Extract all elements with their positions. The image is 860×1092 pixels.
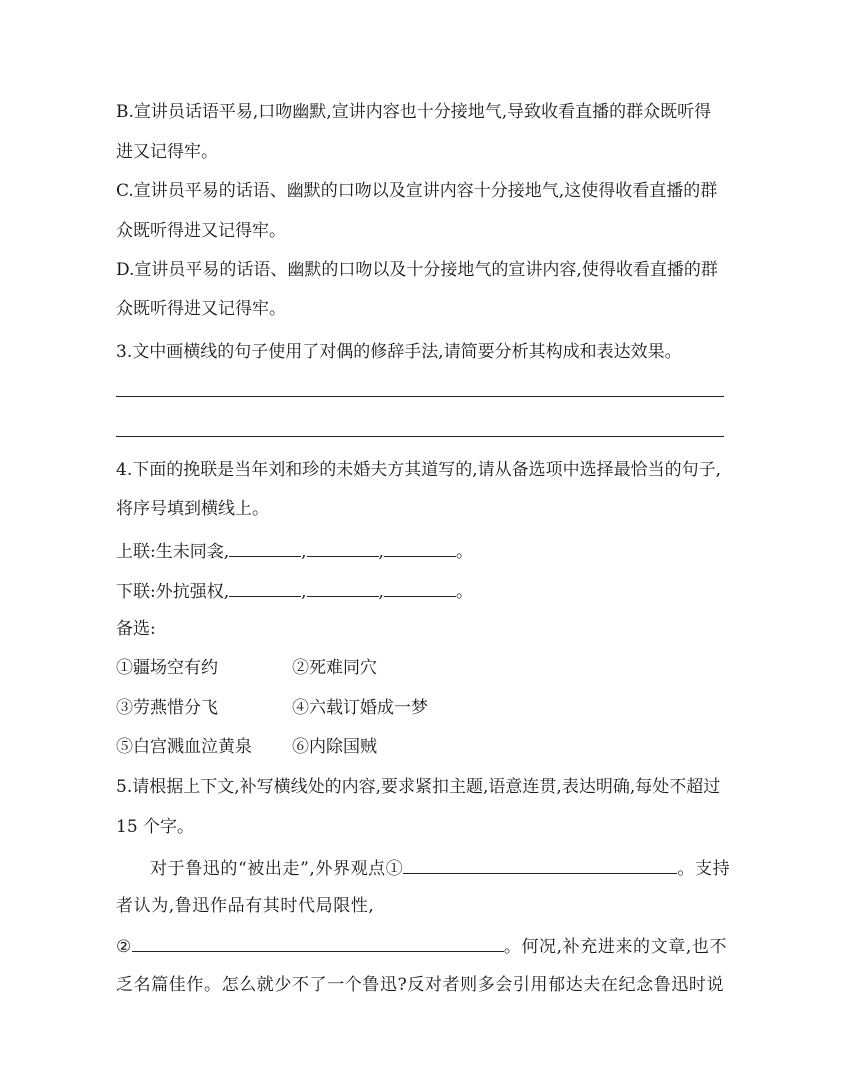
upper-blank-2[interactable] <box>307 538 379 557</box>
passage-line-4: 乏名篇佳作。怎么就少不了一个鲁迅?反对者则多会引用郁达夫在纪念鲁迅时说 <box>116 975 725 995</box>
period: 。 <box>455 542 473 562</box>
question-4-line1: 4.下面的挽联是当年刘和珍的未婚夫方其道写的,请从备选项中选择最恰当的句子, <box>116 460 722 480</box>
lower-couplet-prefix: 下联:外抗强权, <box>116 582 230 602</box>
passage-1-suffix: 。支持 <box>677 859 731 879</box>
passage-line-1 <box>150 855 730 881</box>
option-c-line1: C.宣讲员平易的话语、幽默的口吻以及宣讲内容十分接地气,这使得收看直播的群 <box>116 181 718 201</box>
answer-line-1[interactable] <box>116 396 724 397</box>
comma: , <box>301 582 307 602</box>
option-b-line1: B.宣讲员话语平易,口吻幽默,宣讲内容也十分接地气,导致收看直播的群众既听得 <box>116 102 712 122</box>
comma: , <box>378 582 384 602</box>
option-b-line2: 进又记得牢。 <box>116 142 218 162</box>
option-2: ②死难同穴 <box>292 658 377 678</box>
question-4-line2: 将序号填到横线上。 <box>116 499 269 519</box>
passage-3-suffix: 。何况,补充进来的文章,也不 <box>503 937 728 957</box>
lower-blank-1[interactable] <box>229 578 301 597</box>
passage-1-prefix: 对于鲁迅的“被出走”,外界观点① <box>150 859 404 879</box>
upper-couplet <box>116 538 473 564</box>
question-5-line2: 15 个字。 <box>116 817 195 837</box>
option-3: ③劳燕惜分飞 <box>116 698 218 718</box>
passage-line-2: 者认为,鲁迅作品有其时代局限性, <box>116 896 375 916</box>
answer-line-2[interactable] <box>116 436 724 437</box>
option-d-line1: D.宣讲员平易的话语、幽默的口吻以及十分接地气的宣讲内容,使得收看直播的群 <box>116 260 718 280</box>
question-5-line1: 5.请根据上下文,补写横线处的内容,要求紧扣主题,语意连贯,表达明确,每处不超过 <box>116 777 721 797</box>
option-d-line2: 众既听得进又记得牢。 <box>116 299 286 319</box>
option-4: ④六载订婚成一梦 <box>292 698 428 718</box>
period: 。 <box>455 582 473 602</box>
passage-line-3 <box>116 933 727 959</box>
passage-3-prefix: ② <box>116 937 132 957</box>
option-6: ⑥内除国贼 <box>292 737 377 757</box>
comma: , <box>378 542 384 562</box>
upper-blank-1[interactable] <box>229 538 301 557</box>
option-1: ①疆场空有约 <box>116 658 218 678</box>
option-5: ⑤白宫溅血泣黄泉 <box>116 737 252 757</box>
options-label: 备选: <box>116 619 156 639</box>
option-c-line2: 众既听得进又记得牢。 <box>116 221 286 241</box>
lower-blank-3[interactable] <box>384 578 456 597</box>
lower-couplet <box>116 578 473 604</box>
fill-blank-2[interactable] <box>132 933 504 952</box>
lower-blank-2[interactable] <box>307 578 379 597</box>
upper-blank-3[interactable] <box>384 538 456 557</box>
fill-blank-1[interactable] <box>403 855 677 874</box>
upper-couplet-prefix: 上联:生未同衾, <box>116 542 230 562</box>
question-3: 3.文中画横线的句子使用了对偶的修辞手法,请简要分析其构成和表达效果。 <box>116 342 682 362</box>
comma: , <box>301 542 307 562</box>
